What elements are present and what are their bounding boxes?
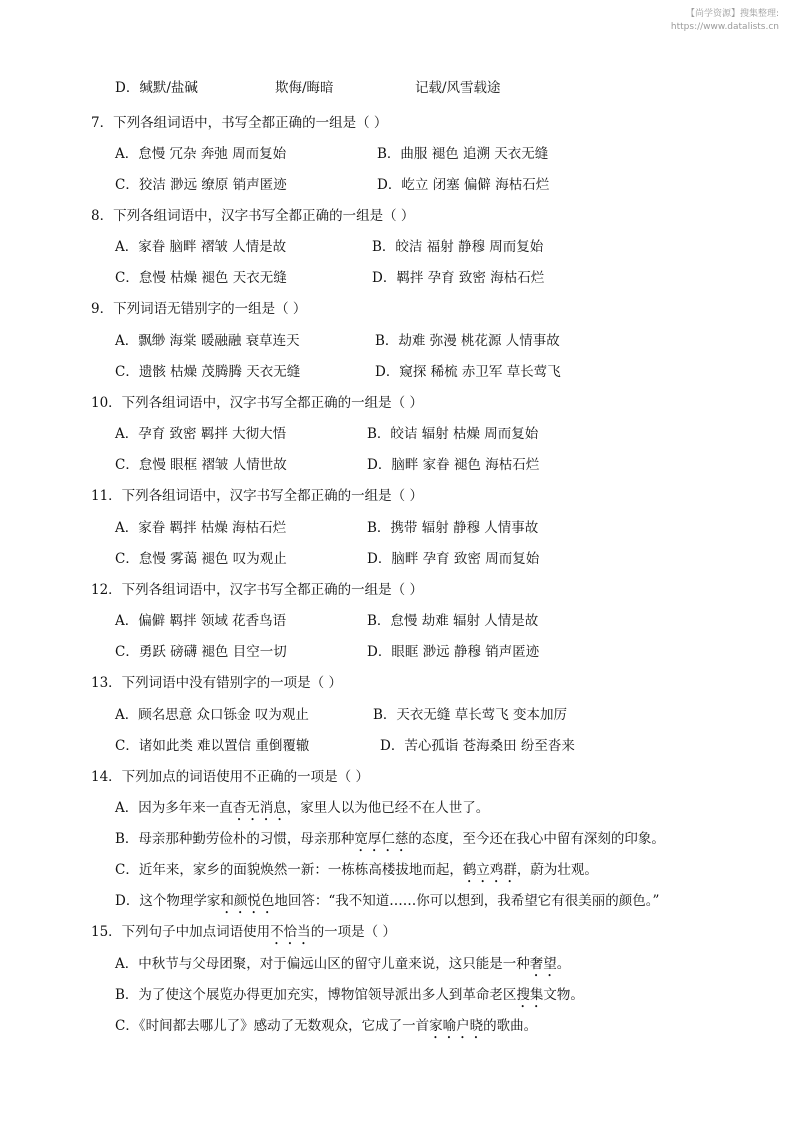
q12-option-b: B．怠慢 劫难 辐射 人情是故 [367, 613, 539, 629]
q11-option-a: A．家眷 羁拌 枯燥 海枯石烂 [115, 520, 287, 536]
q15-option-a [115, 955, 570, 980]
q10-option-a: A．孕育 致密 羁拌 大彻大悟 [115, 426, 287, 442]
q11-option-c: C．怠慢 雾蔼 褪色 叹为观止 [115, 551, 287, 567]
q14-stem: 14．下列加点的词语使用不正确的一项是（ ） [91, 769, 369, 785]
q14-b-pre: B．母亲那种勤劳俭朴的习惯，母亲那种 [115, 831, 355, 847]
q9-option-b: B．劫难 弥漫 桃花源 人情事故 [375, 333, 560, 349]
q15-b-dotted: 搜集 [516, 987, 544, 1003]
q13-option-b: B．天衣无缝 草长莺飞 变本加厉 [373, 707, 568, 723]
q14-option-a [115, 799, 489, 824]
q6-d-part1: D．缄默/盐碱 [115, 80, 198, 96]
q14-c-pre: C．近年来，家乡的面貌焕然一新：一栋栋高楼拔地而起， [115, 862, 463, 878]
q8-option-b: B．皎洁 福射 静穆 周而复始 [372, 239, 544, 255]
q15-stem-post: 的一项是（ ） [310, 924, 396, 940]
q14-a-dotted: 杳无消息 [232, 800, 287, 816]
q7-stem: 7．下列各组词语中，书写全都正确的一组是（ ） [91, 115, 388, 131]
q13-option-c: C．诸如此类 难以置信 重倒覆辙 [115, 738, 310, 754]
q15-c-pre: C．《时间都去哪儿了》感动了无数观众，它成了一首 [115, 1018, 430, 1034]
q10-option-c: C．怠慢 眼框 褶皱 人情世故 [115, 457, 287, 473]
q14-b-dotted: 宽厚仁慈 [354, 831, 409, 847]
q15-c-post: 的歌曲。 [483, 1018, 538, 1034]
q9-option-c: C．遗骸 枯燥 茂腾腾 天衣无缝 [115, 364, 301, 380]
q10-option-b: B．皎诘 辐射 枯燥 周而复始 [367, 426, 539, 442]
q15-a-dotted: 奢望 [529, 956, 557, 972]
q14-c-dotted: 鹤立鸡群 [462, 862, 517, 878]
q7-option-a: A．怠慢 冗杂 奔弛 周而复始 [115, 146, 287, 162]
q7-option-b: B．曲服 褪色 追溯 天衣无缝 [377, 146, 549, 162]
q12-stem: 12．下列各组词语中，汉字书写全都正确的一组是（ ） [91, 582, 423, 598]
q13-stem: 13．下列词语中没有错别字的一项是（ ） [91, 675, 342, 691]
q12-option-a: A．偏僻 羁拌 领域 花香鸟语 [115, 613, 287, 629]
q6-d-part2: 欺侮/晦暗 [275, 80, 334, 96]
q8-option-a: A．家眷 脑畔 褶皱 人情是故 [115, 239, 287, 255]
q15-stem-pre: 15．下列句子中加点词语使用 [91, 924, 271, 940]
watermark [671, 8, 779, 34]
q11-stem: 11．下列各组词语中，汉字书写全都正确的一组是（ ） [91, 488, 423, 504]
q14-option-b [115, 830, 665, 855]
q9-option-d: D．窥探 稀梳 赤卫军 草长莺飞 [375, 364, 561, 380]
q14-a-post: ，家里人以为他已经不在人世了。 [286, 800, 490, 816]
q14-d-pre: D．这个物理学家 [115, 893, 221, 909]
q7-option-d: D．屹立 闭塞 偏僻 海枯石烂 [377, 177, 550, 193]
q10-stem: 10．下列各组词语中，汉字书写全都正确的一组是（ ） [91, 395, 423, 411]
q15-b-post: 文物。 [543, 987, 584, 1003]
q14-d-dotted: 和颜悦色 [220, 893, 275, 909]
q15-stem [91, 923, 396, 948]
q8-option-d: D．羁拌 孕育 致密 海枯石烂 [372, 270, 545, 286]
q11-option-b: B．携带 辐射 静穆 人情事故 [367, 520, 539, 536]
q14-a-pre: A．因为多年来一直 [115, 800, 233, 816]
q15-option-b [115, 986, 584, 1011]
q14-option-c [115, 861, 598, 886]
q15-c-dotted: 家喻户晓 [429, 1018, 484, 1034]
q8-stem: 8．下列各组词语中，汉字书写全都正确的一组是（ ） [91, 208, 415, 224]
q14-c-post: ，蔚为壮观。 [516, 862, 598, 878]
q11-option-d: D．脑畔 孕育 致密 周而复始 [367, 551, 540, 567]
q12-option-d: D．眼眶 渺远 静穆 销声匿迹 [367, 644, 540, 660]
q9-stem: 9．下列词语无错别字的一组是（ ） [91, 301, 307, 317]
q15-option-c [115, 1017, 537, 1042]
q13-option-a: A．顾名思意 众口铄金 叹为观止 [115, 707, 309, 723]
watermark-line1: 【尚学资源】搜集整理: [685, 9, 779, 19]
q15-a-post: 。 [556, 956, 571, 972]
q6-d-part3: 记载/风雪载途 [415, 80, 501, 96]
q15-a-pre: A．中秋节与父母团聚，对于偏远山区的留守儿童来说，这只能是一种 [115, 956, 530, 972]
q9-option-a: A．飘缈 海棠 暖融融 衰草连天 [115, 333, 300, 349]
q14-option-d [115, 892, 659, 917]
q7-option-c: C．狡洁 渺远 缭原 销声匿迹 [115, 177, 287, 193]
q15-b-pre: B．为了使这个展览办得更加充实，博物馆领导派出多人到革命老区 [115, 987, 517, 1003]
q12-option-c: C．勇跃 磅礴 褪色 目空一切 [115, 644, 287, 660]
q8-option-c: C．怠慢 枯燥 褪色 天衣无缝 [115, 270, 287, 286]
q14-b-post: 的态度，至今还在我心中留有深刻的印象。 [408, 831, 665, 847]
q13-option-d: D．苦心孤诣 苍海桑田 纷至沓来 [380, 738, 575, 754]
q14-d-post: 地回答：“我不知道……你可以想到，我希望它有很美丽的颜色。” [274, 893, 660, 909]
q10-option-d: D．脑畔 家眷 褪色 海枯石烂 [367, 457, 540, 473]
q15-stem-dotted: 不恰当 [270, 924, 311, 940]
watermark-line2: https://www.datalists.cn [670, 22, 779, 32]
